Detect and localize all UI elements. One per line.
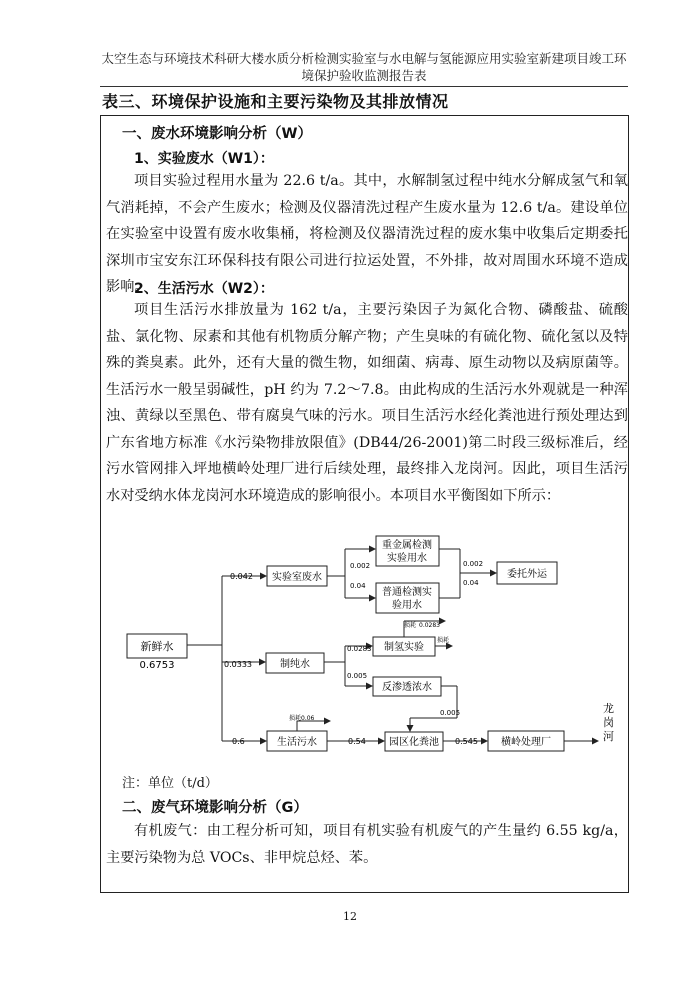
flow-0002-out: 0.002 — [463, 560, 484, 568]
fresh-water-label: 新鲜水 — [140, 640, 174, 653]
flow-0545: 0.545 — [455, 737, 478, 746]
exhaust-heading: 二、废气环境影响分析（G） — [122, 800, 308, 816]
river-char-1: 龙 — [603, 702, 614, 715]
ro-label: 反渗透浓水 — [382, 682, 432, 693]
flow-004-out: 0.04 — [463, 579, 479, 587]
domestic-label: 生活污水 — [277, 737, 317, 748]
flow-054: 0.54 — [348, 737, 366, 746]
heavy-metal-label-1: 重金属检测 — [382, 540, 432, 551]
lab-wastewater-label: 实验室废水 — [272, 572, 322, 583]
flow-0005-in: 0.005 — [347, 672, 368, 680]
flow-004-in: 0.04 — [350, 582, 366, 590]
heavy-metal-label-2: 实验用水 — [387, 553, 427, 564]
fresh-water-amount: 0.6753 — [139, 660, 175, 671]
septic-label: 园区化粪池 — [389, 737, 439, 748]
normal-test-label-2: 验用水 — [392, 600, 422, 611]
lab-wastewater-paragraph: 项目实验过程用水量为 22.6 t/a。其中，水解制氢过程中纯水分解成氢气和氧气消耗掉，不会产生废水；检测及仪器清洗过程产生废水量为 12.6 t/a。建设单位在实验室中设置有废水收集桶，将检测及仪器清洗过程的废水集中收集后定期委托深圳市宝安东江环保科技有限公司进行拉运处置，不外排，故对周围水环境不造成影响。 — [106, 173, 628, 295]
domestic-wastewater-heading: 2、生活污水（W2）： — [134, 281, 274, 297]
report-header: 太空生态与环境技术科研大楼水质分析检测实验室与水电解与氢能源应用实验室新建项目竣工环境保护验收监测报告表 — [101, 51, 627, 83]
flow-00283-loss: 0.0283 — [419, 622, 440, 629]
unit-note: 注：单位（t/d） — [122, 776, 218, 791]
flow-06: 0.6 — [232, 737, 245, 746]
loss-top: 损耗 — [404, 622, 417, 629]
normal-test-label-1: 普通检测实 — [382, 587, 432, 598]
domestic-wastewater-paragraph: 项目生活污水排放量为 162 t/a，主要污染因子为氮化合物、磷酸盐、硫酸盐、氯化物、尿素和其他有机物质分解产物；产生臭味的有硫化物、硫化氢以及特殊的粪臭素。此外，还有大量的微生物，如细菌、病毒、原生动物以及病原菌等。生活污水一般呈弱碱性，pH 约为 7.2～7.8。由此构成的生活污水外观就是一种浑浊、黄绿以至黑色、带有腐臭气味的污水。项目生活污水经化粪池进行预处理达到广东省地方标准《水污染物排放限值》(DB44/26-2001)第二时段三级标准后，经污水管网排入坪地横岭处理厂进行后续处理，最终排入龙岗河。因此，项目生活污水对受纳水体龙岗河水环境造成的影响很小。本项目水平衡图如下所示： — [106, 302, 628, 504]
flow-0002-in: 0.002 — [350, 562, 371, 570]
section-title: 表三、环境保护设施和主要污染物及其排放情况 — [102, 92, 449, 111]
exhaust-text-block — [106, 818, 628, 871]
exhaust-paragraph: 有机废气：由工程分析可知，项目有机实验有机废气的产生量约 6.55 kg/a，主要污染物为总 VOCs、非甲烷总烃、苯。 — [106, 823, 628, 866]
flow-00283-in: 0.0283 — [347, 645, 372, 653]
hydrogen-label: 制氢实验 — [384, 642, 424, 653]
pure-water-label: 制纯水 — [280, 659, 310, 670]
flow-0005-out: 0.005 — [440, 709, 461, 717]
flow-0042: 0.042 — [230, 572, 253, 581]
loss-bottom: 损耗0.06 — [289, 715, 315, 722]
plant-label: 横岭处理厂 — [501, 737, 551, 748]
river-char-3: 河 — [603, 730, 614, 743]
page-number: 12 — [343, 910, 357, 923]
flow-00333: 0.0333 — [224, 660, 252, 669]
entrust-label: 委托外运 — [507, 569, 547, 580]
river-char-2: 岗 — [603, 716, 614, 729]
loss-mid: 损耗 — [437, 637, 450, 644]
lab-wastewater-heading: 1、实验废水（W1）： — [134, 151, 274, 167]
wastewater-heading: 一、废水环境影响分析（W） — [122, 126, 312, 142]
